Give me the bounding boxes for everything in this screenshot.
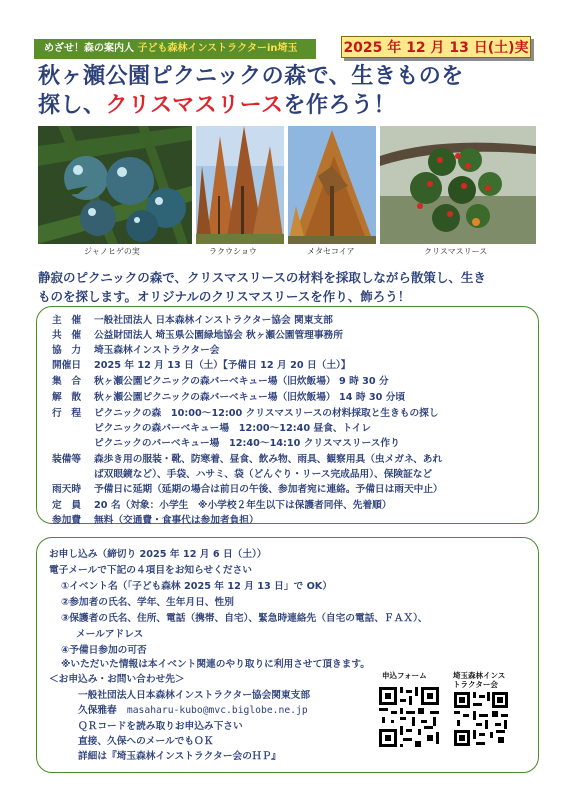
qr-label-form: 申込フォーム (382, 671, 427, 680)
event-date-badge: 2025 年 12 月 13 日(土)実 (341, 36, 531, 58)
qr-code-site[interactable] (452, 690, 510, 748)
info-row (52, 435, 400, 449)
info-row (52, 342, 219, 356)
info-label: 開催日 (52, 360, 82, 371)
info-row (52, 357, 351, 371)
direct-email-note: 直接、久保へのメールでもＯＫ (78, 736, 214, 747)
info-label: 行 程 (52, 408, 82, 419)
qr-code-form[interactable] (376, 684, 442, 750)
lead-text (38, 268, 538, 306)
apply-deadline: お申し込み（締切り 2025 年 12 月 6 日（土）） (49, 549, 267, 560)
lead-line-2: ものを探します。オリジナルのクリスマスリースを作り、飾ろう！ (38, 289, 411, 304)
info-row (52, 405, 439, 419)
info-row (52, 466, 432, 480)
photo-caption-2: ラクウショウ (209, 247, 257, 256)
contact-email-link[interactable]: masaharu-kubo@mvc.biglobe.ne.jp (126, 705, 308, 716)
photo-rakuushou (196, 126, 284, 244)
info-value: 埼玉森林インストラクター会 (94, 345, 220, 356)
info-row (52, 327, 343, 341)
info-label: 定 員 (52, 500, 82, 511)
title-line-2-post: を作ろう！ (283, 93, 397, 118)
info-value: ピクニックの森 10:00～12:00 クリスマスリースの材料採取と生きもの探し (94, 408, 439, 419)
info-row (52, 497, 392, 511)
info-label: 雨天時 (52, 484, 82, 495)
info-value: 森歩き用の服装・靴、防寒着、昼食、飲み物、雨具、観察用具（虫メガネ、あれ (94, 454, 443, 465)
qr-instruction: ＱＲコードを読み取りお申込み下さい (78, 721, 243, 732)
info-value: 公益財団法人 埼玉県公園緑地協会 秋ヶ瀬公園管理事務所 (94, 330, 343, 341)
contact-org: 一般社団法人日本森林インストラクター協会関東支部 (78, 690, 311, 701)
page-title (38, 62, 538, 120)
info-row (52, 373, 389, 387)
apply-item-3-cont: メールアドレス (76, 629, 144, 640)
title-highlight: クリスマスリース (105, 93, 284, 118)
info-value: 予備日に延期（延期の場合は前日の午後、参加者宛に連絡。予備日は雨天中止） (94, 484, 443, 495)
info-row (52, 512, 259, 526)
header-banner (34, 39, 316, 59)
banner-highlight: 子ども森林インストラクターin埼玉 (137, 43, 298, 54)
info-value: 2025 年 12 月 13 日（土）【予備日 12 月 20 日（土）】 (94, 360, 351, 371)
info-row (52, 389, 405, 403)
photo-christmas-wreath (380, 126, 536, 244)
info-label: 参加費 (52, 515, 82, 526)
info-value: 秋ヶ瀬公園ピクニックの森バーベキュー場（旧炊飯場） 14 時 30 分頃 (94, 392, 406, 403)
title-line-1: 秋ヶ瀬公園ピクニックの森で、生きものを (38, 64, 464, 89)
contact-heading: ＜お申込み・お問い合わせ先＞ (49, 674, 185, 685)
info-row (52, 481, 443, 495)
photo-caption-4: クリスマスリース (424, 247, 488, 256)
info-label: 装備等 (52, 454, 82, 465)
apply-item-2: ②参加者の氏名、学年、生年月日、性別 (61, 597, 234, 608)
info-label: 共 催 (52, 330, 82, 341)
info-value: 20 名（対象：小学生 ※小学校２年生以下は保護者同伴、先着順） (94, 500, 392, 511)
info-value: 一般社団法人 日本森林インストラクター協会 関東支部 (94, 315, 333, 326)
info-label: 主 催 (52, 315, 82, 326)
contact-person (78, 702, 308, 716)
photo-caption-1: ジャノヒゲの実 (84, 247, 140, 256)
photo-metasequoia (288, 126, 376, 244)
lead-line-1: 静寂のピクニックの森で、クリスマスリースの材料を採取しながら散策し、生き (38, 270, 486, 285)
apply-instruction: 電子メールで下記の４項目をお知らせください (49, 565, 252, 576)
qr-label-site (453, 671, 505, 689)
info-label: 協 力 (52, 345, 82, 356)
info-value: 秋ヶ瀬公園ピクニックの森バーベキュー場（旧炊飯場） 9 時 30 分 (94, 376, 389, 387)
info-row (52, 420, 371, 434)
title-line-2 (38, 91, 538, 120)
info-row (52, 312, 333, 326)
qr-label-site-line-1: 埼玉森林インス (453, 671, 506, 680)
apply-item-1: ①イベント名（「子ども森林 2025 年 12 月 13 日」で OK） (61, 581, 333, 592)
info-value: ピクニックの森バーベキュー場 12:00～12:40 昼食、トイレ (94, 423, 372, 434)
info-value: ば双眼鏡など）、手袋、ハサミ、袋（どんぐり・リース完成品用）、保険証など (94, 469, 433, 480)
info-value: ピクニックのバーベキュー場 12:40～14:10 クリスマスリース作り (94, 438, 400, 449)
title-line-2-pre: 探し、 (38, 93, 106, 118)
privacy-note: ※いただいた情報は本イベント関連のやり取りに利用させて頂きます。 (61, 659, 370, 670)
apply-item-3: ③保護者の氏名、住所、電話（携帯、自宅）、緊急時連絡先（自宅の電話、ＦＡＸ）、 (61, 613, 428, 624)
contact-name: 久保雅春 (78, 705, 117, 716)
photo-strip (38, 126, 536, 246)
photo-janohige-berries (38, 126, 192, 244)
details-link[interactable]: 詳細は『埼玉森林インストラクター会のＨＰ』 (78, 751, 281, 762)
info-value: 無料（交通費・食事代は参加者負担） (94, 515, 259, 526)
info-row (52, 451, 442, 465)
photo-caption-3: メタセコイア (307, 247, 355, 256)
info-label: 解 散 (52, 392, 82, 403)
banner-prefix: めざせ！森の案内人 (44, 43, 134, 54)
qr-label-site-line-2: トラクター会 (453, 680, 498, 689)
apply-item-4: ④予備日参加の可否 (61, 645, 147, 656)
info-label: 集 合 (52, 376, 82, 387)
